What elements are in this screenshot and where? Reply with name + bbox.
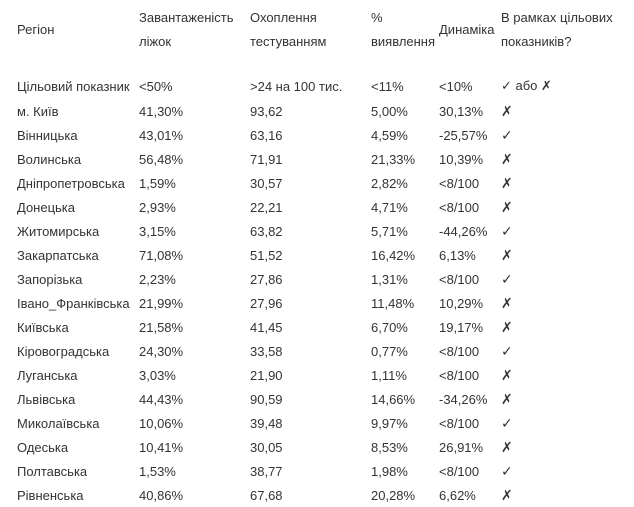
testing-coverage: 33,58 <box>250 343 283 359</box>
target-row <box>0 73 634 99</box>
detection-rate: 0,77% <box>371 343 408 359</box>
within-targets-mark: ✗ <box>501 198 513 215</box>
bed-occupancy: 71,08% <box>139 247 184 263</box>
dynamics: <8/100 <box>439 367 480 383</box>
within-targets-mark: ✗ <box>501 294 513 311</box>
region-name: Кіровоградська <box>17 343 110 359</box>
dynamics: <8/100 <box>439 463 480 479</box>
testing-coverage: 71,91 <box>250 151 283 167</box>
testing-coverage: 30,57 <box>250 175 283 191</box>
testing-coverage: 39,48 <box>250 415 283 431</box>
table-row <box>0 99 634 123</box>
testing-coverage: 93,62 <box>250 103 283 119</box>
detection-rate: 20,28% <box>371 487 416 503</box>
target-dynamics: <10% <box>439 78 473 94</box>
region-name: Луганська <box>17 367 78 383</box>
region-name: Івано_Франківська <box>17 295 130 311</box>
detection-rate: 8,53% <box>371 439 408 455</box>
region-name: м. Київ <box>17 103 59 119</box>
region-name: Одеська <box>17 439 69 455</box>
table-row <box>0 459 634 483</box>
dynamics: 19,17% <box>439 319 484 335</box>
detection-rate: 14,66% <box>371 391 416 407</box>
within-targets-mark: ✗ <box>501 390 513 407</box>
region-name: Донецька <box>17 199 76 215</box>
table-row <box>0 267 634 291</box>
detection-rate: 5,00% <box>371 103 408 119</box>
within-targets-mark: ✓ <box>501 126 513 143</box>
header-bed-occupancy: Завантаженість ліжок <box>139 10 234 49</box>
target-detection-rate: <11% <box>371 78 404 94</box>
table-row <box>0 219 634 243</box>
detection-rate: 11,48% <box>371 295 415 311</box>
dynamics: 6,62% <box>439 487 476 503</box>
within-targets-mark: ✓ <box>501 414 513 431</box>
header-within-targets: В рамках цільових показників? <box>501 10 613 49</box>
table-row <box>0 243 634 267</box>
target-label: Цільовий показник <box>17 78 130 94</box>
within-targets-mark: ✗ <box>501 438 513 455</box>
within-targets-mark: ✓ <box>501 270 513 287</box>
detection-rate: 4,71% <box>371 199 408 215</box>
testing-coverage: 27,96 <box>250 295 283 311</box>
dynamics: 30,13% <box>439 103 484 119</box>
region-name: Запорізька <box>17 271 83 287</box>
dynamics: <8/100 <box>439 271 480 287</box>
dynamics: 6,13% <box>439 247 476 263</box>
within-targets-mark: ✓ <box>501 222 513 239</box>
region-name: Житомирська <box>17 223 100 239</box>
dynamics: 10,29% <box>439 295 484 311</box>
within-targets-mark: ✗ <box>501 318 513 335</box>
within-targets-mark: ✗ <box>501 150 513 167</box>
region-name: Миколаївська <box>17 415 100 431</box>
bed-occupancy: 3,15% <box>139 223 176 239</box>
header-region: Регіон <box>17 22 55 37</box>
bed-occupancy: 44,43% <box>139 391 184 407</box>
table-row <box>0 291 634 315</box>
detection-rate: 21,33% <box>371 151 416 167</box>
header-detection-rate: % виявлення <box>371 10 436 49</box>
region-name: Рівненська <box>17 487 84 503</box>
region-name: Закарпатська <box>17 247 99 263</box>
table-row <box>0 315 634 339</box>
table-row <box>0 483 634 507</box>
bed-occupancy: 3,03% <box>139 367 176 383</box>
bed-occupancy: 41,30% <box>139 103 184 119</box>
bed-occupancy: 21,99% <box>139 295 184 311</box>
testing-coverage: 38,77 <box>250 463 283 479</box>
region-name: Вінницька <box>17 127 78 143</box>
detection-rate: 6,70% <box>371 319 408 335</box>
detection-rate: 16,42% <box>371 247 416 263</box>
table-row <box>0 123 634 147</box>
detection-rate: 1,11% <box>371 367 407 383</box>
bed-occupancy: 21,58% <box>139 319 184 335</box>
dynamics: -34,26% <box>439 391 488 407</box>
testing-coverage: 30,05 <box>250 439 283 455</box>
bed-occupancy: 10,41% <box>139 439 184 455</box>
bed-occupancy: 10,06% <box>139 415 184 431</box>
dynamics: <8/100 <box>439 199 480 215</box>
dynamics: -44,26% <box>439 223 488 239</box>
dynamics: 26,91% <box>439 439 484 455</box>
within-targets-mark: ✓ <box>501 462 513 479</box>
bed-occupancy: 2,23% <box>139 271 176 287</box>
header-row <box>0 0 634 73</box>
testing-coverage: 67,68 <box>250 487 283 503</box>
region-name: Волинська <box>17 151 82 167</box>
within-targets-mark: ✗ <box>501 102 513 119</box>
header-dynamics: Динаміка <box>439 22 495 37</box>
target-bed-occupancy: <50% <box>139 78 173 94</box>
bed-occupancy: 1,53% <box>139 463 176 479</box>
dynamics: <8/100 <box>439 343 480 359</box>
detection-rate: 9,97% <box>371 415 408 431</box>
region-name: Дніпропетровська <box>17 175 125 191</box>
within-targets-mark: ✗ <box>501 246 513 263</box>
table-row <box>0 339 634 363</box>
table-row <box>0 435 634 459</box>
within-targets-mark: ✓ <box>501 342 513 359</box>
region-name: Київська <box>17 319 69 335</box>
detection-rate: 1,31% <box>371 271 408 287</box>
dynamics: <8/100 <box>439 415 480 431</box>
testing-coverage: 22,21 <box>250 199 283 215</box>
table-row <box>0 147 634 171</box>
bed-occupancy: 2,93% <box>139 199 176 215</box>
within-targets-mark: ✗ <box>501 174 513 191</box>
region-name: Полтавська <box>17 463 88 479</box>
detection-rate: 1,98% <box>371 463 408 479</box>
within-targets-mark: ✗ <box>501 486 513 503</box>
testing-coverage: 51,52 <box>250 247 283 263</box>
testing-coverage: 41,45 <box>250 319 283 335</box>
region-name: Львівська <box>17 391 76 407</box>
dynamics: <8/100 <box>439 175 480 191</box>
dynamics: -25,57% <box>439 127 488 143</box>
target-testing-coverage: >24 на 100 тис. <box>250 78 343 94</box>
table-row <box>0 363 634 387</box>
bed-occupancy: 56,48% <box>139 151 184 167</box>
testing-coverage: 27,86 <box>250 271 283 287</box>
testing-coverage: 63,82 <box>250 223 283 239</box>
table-row <box>0 171 634 195</box>
table-row <box>0 411 634 435</box>
header-testing-coverage: Охоплення тестуванням <box>250 10 327 49</box>
bed-occupancy: 43,01% <box>139 127 184 143</box>
detection-rate: 5,71% <box>371 223 408 239</box>
detection-rate: 2,82% <box>371 175 408 191</box>
target-within-targets: ✓ або ✗ <box>501 78 552 93</box>
testing-coverage: 21,90 <box>250 367 283 383</box>
bed-occupancy: 1,59% <box>139 175 176 191</box>
table-row <box>0 387 634 411</box>
dynamics: 10,39% <box>439 151 484 167</box>
bed-occupancy: 24,30% <box>139 343 184 359</box>
bed-occupancy: 40,86% <box>139 487 184 503</box>
table-row <box>0 195 634 219</box>
testing-coverage: 63,16 <box>250 127 283 143</box>
detection-rate: 4,59% <box>371 127 408 143</box>
testing-coverage: 90,59 <box>250 391 283 407</box>
within-targets-mark: ✗ <box>501 366 513 383</box>
